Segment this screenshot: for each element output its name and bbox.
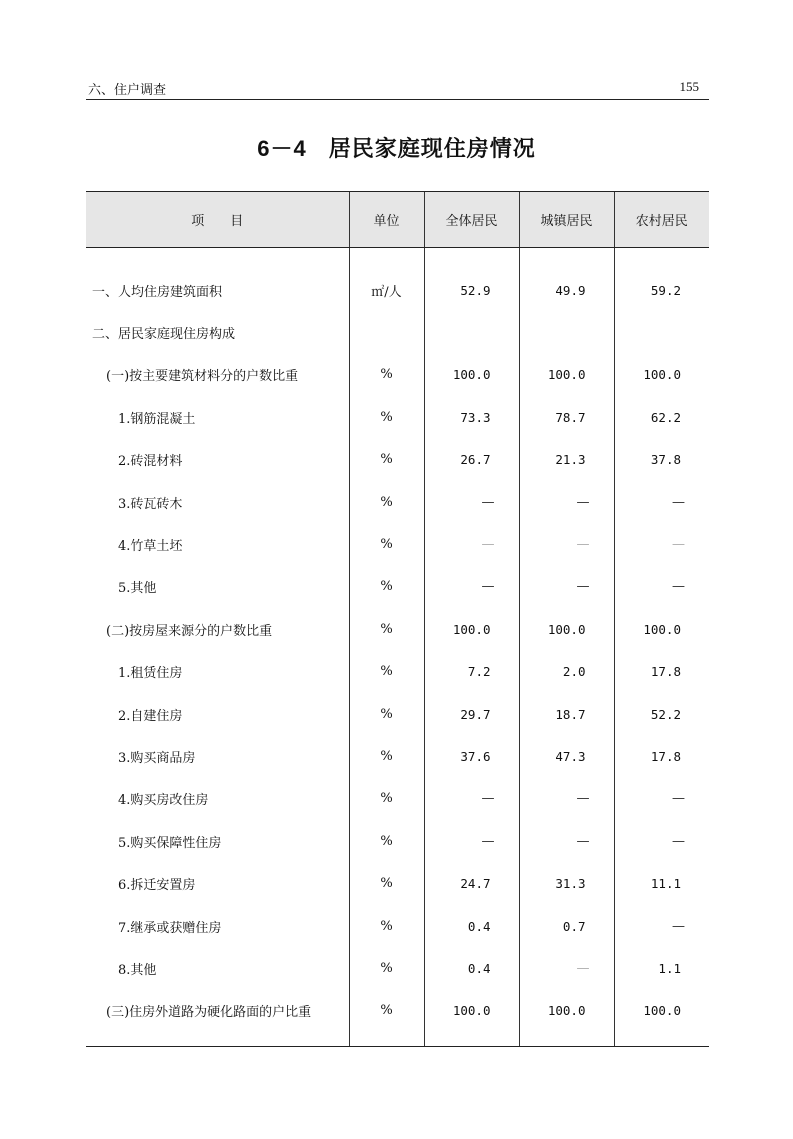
value-all: — <box>424 820 519 862</box>
value-urban: 100.0 <box>519 990 614 1032</box>
row-unit: % <box>349 862 424 904</box>
value-rural: 1.1 <box>614 947 709 989</box>
row-label: 4.购买房改住房 <box>118 793 209 809</box>
row-label: 一、人均住房建筑面积 <box>92 284 223 300</box>
value-urban: 31.3 <box>519 862 614 904</box>
value-all: 100.0 <box>424 608 519 650</box>
value-urban: — <box>519 481 614 523</box>
value-all: — <box>424 523 519 565</box>
row-label: 8.其他 <box>118 962 157 978</box>
value-rural: — <box>614 481 709 523</box>
spacer-row <box>86 248 709 270</box>
value-urban: — <box>519 566 614 608</box>
table-row <box>86 693 709 735</box>
value-urban: — <box>519 820 614 862</box>
row-unit: % <box>349 947 424 989</box>
value-urban: 78.7 <box>519 396 614 438</box>
row-unit: % <box>349 778 424 820</box>
col-header-all: 全体居民 <box>424 192 519 248</box>
col-header-rural: 农村居民 <box>614 192 709 248</box>
col-header-urban: 城镇居民 <box>519 192 614 248</box>
table-row <box>86 396 709 438</box>
table-row <box>86 947 709 989</box>
value-rural: 59.2 <box>614 269 709 311</box>
value-urban: — <box>519 523 614 565</box>
row-unit: % <box>349 693 424 735</box>
row-label: 1.钢筋混凝土 <box>118 411 196 427</box>
value-urban: 21.3 <box>519 439 614 481</box>
page-title <box>0 132 793 163</box>
row-unit: ㎡/人 <box>349 269 424 311</box>
row-unit: % <box>349 354 424 396</box>
value-all: 37.6 <box>424 735 519 777</box>
col-header-unit: 单位 <box>349 192 424 248</box>
value-urban: — <box>519 947 614 989</box>
value-all: 100.0 <box>424 354 519 396</box>
value-rural: 62.2 <box>614 396 709 438</box>
row-unit: % <box>349 905 424 947</box>
housing-table <box>86 191 709 1047</box>
value-urban: — <box>519 778 614 820</box>
value-rural: — <box>614 523 709 565</box>
value-all: — <box>424 566 519 608</box>
value-all: 26.7 <box>424 439 519 481</box>
value-rural: — <box>614 566 709 608</box>
value-all: 52.9 <box>424 269 519 311</box>
row-unit: % <box>349 439 424 481</box>
value-urban: 18.7 <box>519 693 614 735</box>
row-unit: % <box>349 523 424 565</box>
row-label: 1.租赁住房 <box>118 666 183 682</box>
value-rural: — <box>614 778 709 820</box>
value-rural: 100.0 <box>614 608 709 650</box>
table-header-row <box>86 192 709 248</box>
row-label: (三)住房外道路为硬化路面的户比重 <box>106 1005 312 1021</box>
value-urban: 2.0 <box>519 651 614 693</box>
row-label: 2.自建住房 <box>118 708 183 724</box>
row-unit: % <box>349 481 424 523</box>
value-rural: 100.0 <box>614 990 709 1032</box>
value-all: 29.7 <box>424 693 519 735</box>
row-unit: % <box>349 990 424 1032</box>
row-label: 6.拆迁安置房 <box>118 878 196 894</box>
value-all: 0.4 <box>424 905 519 947</box>
value-all: 73.3 <box>424 396 519 438</box>
table-row <box>86 651 709 693</box>
table-row <box>86 820 709 862</box>
page-number: 155 <box>679 79 699 94</box>
row-unit: % <box>349 608 424 650</box>
row-label: 2.砖混材料 <box>118 454 183 470</box>
row-unit: % <box>349 651 424 693</box>
value-all: 0.4 <box>424 947 519 989</box>
value-rural: 11.1 <box>614 862 709 904</box>
value-rural: 37.8 <box>614 439 709 481</box>
row-label: 3.购买商品房 <box>118 750 196 766</box>
value-all: 7.2 <box>424 651 519 693</box>
table-row <box>86 608 709 650</box>
value-urban: 100.0 <box>519 608 614 650</box>
table-row <box>86 990 709 1032</box>
value-rural: 52.2 <box>614 693 709 735</box>
value-all: — <box>424 778 519 820</box>
row-label: 二、居民家庭现住房构成 <box>92 327 236 343</box>
table-title: 居民家庭现住房情况 <box>328 136 536 162</box>
value-urban: 47.3 <box>519 735 614 777</box>
table-row <box>86 269 709 311</box>
row-label: (一)按主要建筑材料分的户数比重 <box>106 369 299 385</box>
value-rural: 100.0 <box>614 354 709 396</box>
table-row <box>86 354 709 396</box>
row-unit: % <box>349 820 424 862</box>
value-all: — <box>424 481 519 523</box>
row-unit: % <box>349 566 424 608</box>
value-all <box>424 311 519 353</box>
table-row <box>86 523 709 565</box>
value-rural <box>614 311 709 353</box>
value-all: 100.0 <box>424 990 519 1032</box>
value-all: 24.7 <box>424 862 519 904</box>
table-row <box>86 439 709 481</box>
table-row <box>86 735 709 777</box>
row-label: 5.购买保障性住房 <box>118 835 222 851</box>
table-row <box>86 905 709 947</box>
row-label: 7.继承或获赠住房 <box>118 920 222 936</box>
table-row <box>86 566 709 608</box>
table-row <box>86 481 709 523</box>
row-unit <box>349 311 424 353</box>
value-rural: 17.8 <box>614 735 709 777</box>
row-label: 4.竹草土坯 <box>118 539 183 555</box>
section-name: 六、住户调查 <box>88 83 167 98</box>
value-urban: 0.7 <box>519 905 614 947</box>
running-header <box>86 77 709 100</box>
value-rural: — <box>614 905 709 947</box>
row-label: 3.砖瓦砖木 <box>118 496 183 512</box>
spacer-row <box>86 1032 709 1047</box>
value-rural: — <box>614 820 709 862</box>
value-urban: 100.0 <box>519 354 614 396</box>
table-row <box>86 311 709 353</box>
value-rural: 17.8 <box>614 651 709 693</box>
value-urban: 49.9 <box>519 269 614 311</box>
row-unit: % <box>349 735 424 777</box>
row-unit: % <box>349 396 424 438</box>
table-row <box>86 862 709 904</box>
value-urban <box>519 311 614 353</box>
table-number: 6－4 <box>257 136 307 161</box>
row-label: (二)按房屋来源分的户数比重 <box>106 623 273 639</box>
col-header-item: 项 目 <box>86 192 349 248</box>
row-label: 5.其他 <box>118 581 157 597</box>
table-row <box>86 778 709 820</box>
